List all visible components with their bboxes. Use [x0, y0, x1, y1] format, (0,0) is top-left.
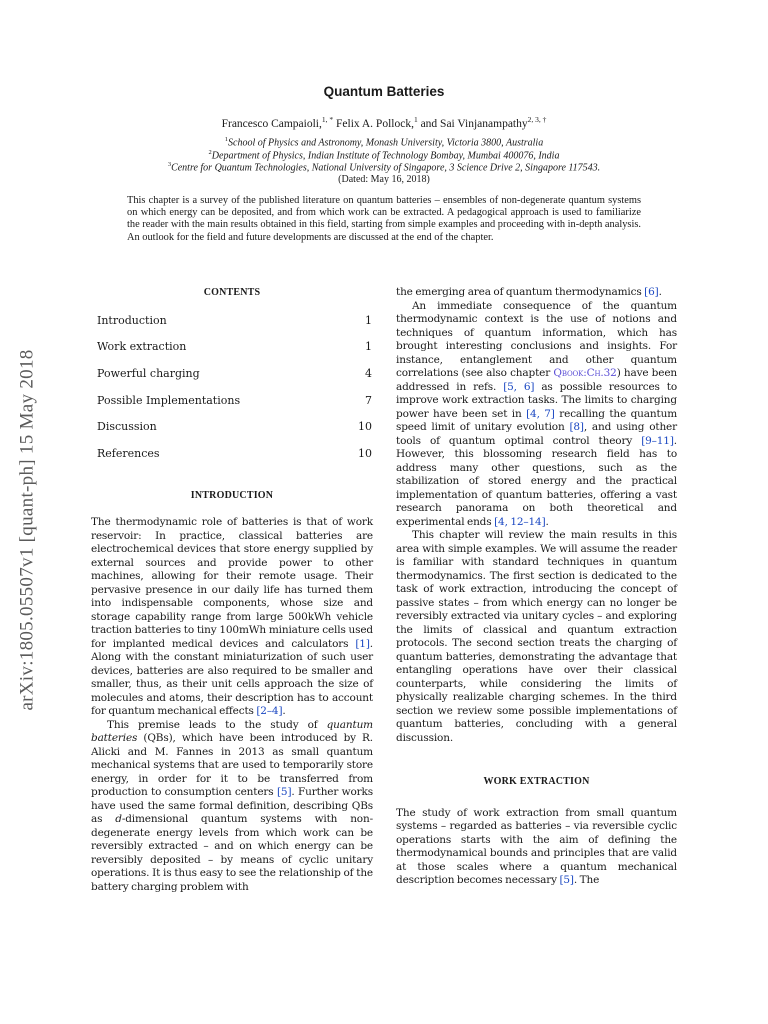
paragraph-text: , and using other tools of quantum optimal control theory	[396, 421, 677, 447]
intro-paragraph-2-continued	[396, 286, 677, 300]
toc-entry-page: 1	[365, 340, 372, 354]
toc-entry[interactable]	[97, 447, 373, 474]
author-3-affil: 2, 3, †	[527, 115, 547, 124]
paragraph-text: This premise leads to the study of	[107, 718, 327, 731]
citation-link[interactable]: [2–4]	[256, 705, 283, 718]
citation-link[interactable]: [5, 6]	[503, 380, 535, 393]
author-1: Francesco Campaioli,	[221, 117, 322, 130]
affiliation-3	[0, 161, 768, 173]
left-column	[91, 286, 373, 894]
author-1-affil: 1, *	[321, 115, 334, 124]
paragraph-text: . Further works have used the same formal definition, describing QBs as	[91, 786, 373, 826]
paragraph-text: (QBs), which have been introduced by R. Alicki and M. Fannes in 2013 as small quantum mechanical systems that are used to temporarily store energy, in order for it to be transferred from production to consumption centers	[91, 732, 373, 799]
intro-paragraph-1	[91, 516, 373, 719]
paper-title: Quantum Batteries	[323, 84, 445, 99]
introduction-heading: INTRODUCTION	[190, 489, 274, 501]
arxiv-identifier-sidebar	[8, 300, 48, 760]
paragraph-text: -dimensional quantum systems with non-degenerate energy levels from which work can be reversibly extracted – and on which energy can be reversibly deposited – by means of cyclic unitary operations. It is thus easy to see the relationship of the battery charging problem with	[91, 813, 373, 893]
paragraph-text: . The	[573, 874, 600, 886]
intro-paragraph-4: This chapter will review the main results in this area with simple examples. We will assume the reader is familiar with standard techniques in quantum thermodynamics. The first section is dedicated to the task of work extraction, introducing the concept of passive states – from which energy can no longer be reversibly extracted via unitary cycles – and exploring the limits of classical and quantum extraction protocols. The second section treats the charging of quantum batteries, demonstrating the advantage that entangling operations have over their classical counterparts, while considering the limits of physically realizable charging schemes. In the third section we review some possible implementations of quantum batteries, concluding with a general discussion.	[396, 529, 677, 744]
intro-paragraph-2	[91, 719, 373, 895]
work-extraction-paragraph-1	[396, 807, 677, 888]
toc-entry-label: Introduction	[97, 313, 167, 327]
paragraph-text: .	[658, 286, 662, 298]
abstract: This chapter is a survey of the published literature on quantum batteries – ensembles of non-degenerate quantum systems on which energy can be deposited, and from which work can be extracted. A pedagogical approach is used to familiarize the reader with the main results obtained in this field, starting from simple examples and proceeding with in-depth analysis. An outlook for the field and future developments are discussed at the end of the chapter.	[127, 195, 641, 243]
toc-entry[interactable]	[97, 314, 373, 341]
citation-link[interactable]: [6]	[644, 286, 659, 298]
paragraph-text: ) have been addressed in refs.	[396, 367, 677, 393]
affiliation-2-number: 2	[208, 149, 212, 156]
toc-entry-label: Possible Implementations	[97, 393, 241, 407]
toc-entry-label: References	[97, 446, 160, 460]
toc-entry-page: 7	[365, 393, 372, 407]
author-3: and Sai Vinjanampathy	[420, 117, 528, 130]
toc-entry-page: 10	[358, 420, 372, 434]
paragraph-text: .	[282, 705, 286, 718]
affiliation-1	[0, 136, 768, 148]
table-of-contents	[91, 314, 373, 474]
paragraph-text: The study of work extraction from small quantum systems – regarded as batteries – via reversible cyclic operations starts with the aim of defining the thermodynamical bounds and principles that are valid at those scales where a quantum mechanical description becomes necessary	[396, 806, 677, 886]
affiliation-3-text: Centre for Quantum Technologies, National University of Singapore, 3 Science Drive 2, Singapore 117543.	[171, 162, 601, 174]
citation-link[interactable]: [9–11]	[641, 434, 674, 447]
citation-link[interactable]: [5]	[559, 874, 574, 886]
author-line	[0, 115, 768, 130]
citation-link[interactable]: [4, 7]	[526, 407, 555, 420]
toc-entry-label: Work extraction	[97, 340, 187, 354]
paragraph-text: as possible resources to improve work extraction tasks. The limits to charging power have been set in	[396, 380, 677, 420]
affiliation-1-number: 1	[224, 136, 229, 143]
toc-entry-label: Discussion	[97, 420, 157, 434]
date-line: (Dated: May 16, 2018)	[338, 174, 430, 185]
affiliation-1-text: School of Physics and Astronomy, Monash University, Victoria 3800, Australia	[228, 137, 544, 149]
affiliation-2-text: Department of Physics, Indian Institute of Technology Bombay, Mumbai 400076, India	[211, 150, 560, 162]
contents-heading: CONTENTS	[203, 287, 261, 298]
toc-entry[interactable]	[97, 340, 373, 367]
author-2-affil: 1	[413, 115, 418, 124]
toc-entry-label: Powerful charging	[97, 366, 200, 380]
paragraph-text: .	[545, 515, 549, 528]
toc-entry[interactable]	[97, 367, 373, 394]
toc-entry-page: 10	[358, 446, 372, 460]
chapter-cross-reference-link[interactable]: Qbook:Ch.32	[553, 367, 617, 379]
citation-link[interactable]: [4, 12–14]	[494, 515, 546, 528]
author-2: Felix A. Pollock,	[336, 117, 414, 130]
toc-entry-page: 1	[365, 313, 372, 327]
paragraph-text: An immediate consequence of the quantum thermodynamic context is the use of notions and techniques of quantum information, which has brought interesting conclusions and insights. For instance, entanglement and other quantum correlations (see also chapter	[396, 299, 677, 379]
toc-entry[interactable]	[97, 394, 373, 421]
paragraph-text: recalling the quantum speed limit of unitary evolution	[396, 407, 677, 433]
toc-entry[interactable]	[97, 420, 373, 447]
emphasized-term: quantum batteries	[91, 718, 373, 745]
citation-link[interactable]: [8]	[569, 421, 584, 433]
citation-link[interactable]: [5]	[276, 786, 292, 799]
paragraph-text: . However, this blossoming research field has to address many other questions, such as the stabilization of stored energy and the practical implementation of quantum batteries, offering a vast research panorama on both theoretical and experimental ends	[396, 434, 677, 528]
toc-entry-page: 4	[365, 366, 372, 380]
emphasized-term: d	[115, 813, 122, 826]
affiliation-2	[0, 149, 768, 161]
paragraph-text: . Along with the constant miniaturization of such user devices, batteries are also required to be smaller and smaller, thus, as their unit cells approach the size of molecules and atoms, their description has to account for quantum mechanical effects	[91, 637, 373, 718]
work-extraction-heading: WORK EXTRACTION	[483, 776, 590, 787]
affiliation-3-number: 3	[167, 161, 172, 168]
work-extraction-text	[396, 807, 677, 888]
citation-link[interactable]: [1]	[355, 637, 370, 650]
right-column	[396, 286, 677, 888]
introduction-text-left	[91, 516, 373, 894]
introduction-text-right	[396, 286, 677, 745]
paragraph-text: The thermodynamic role of batteries is that of work reservoir: In practice, classical batteries are electrochemical devices that store energy supplied by external sources and provide power to other machines, allowing for their remote usage. Their pervasive presence in our daily life has turned them into indispensable components, whose size and storage capability range from large 500kWh vehicle traction batteries to tiny 100mWh miniature cells used for implanted medical devices and calculators	[91, 516, 373, 650]
paragraph-text: the emerging area of quantum thermodynamics	[396, 286, 645, 298]
intro-paragraph-3	[396, 300, 677, 530]
arxiv-identifier: arXiv:1805.05507v1 [quant-ph] 15 May 2018	[17, 349, 39, 711]
